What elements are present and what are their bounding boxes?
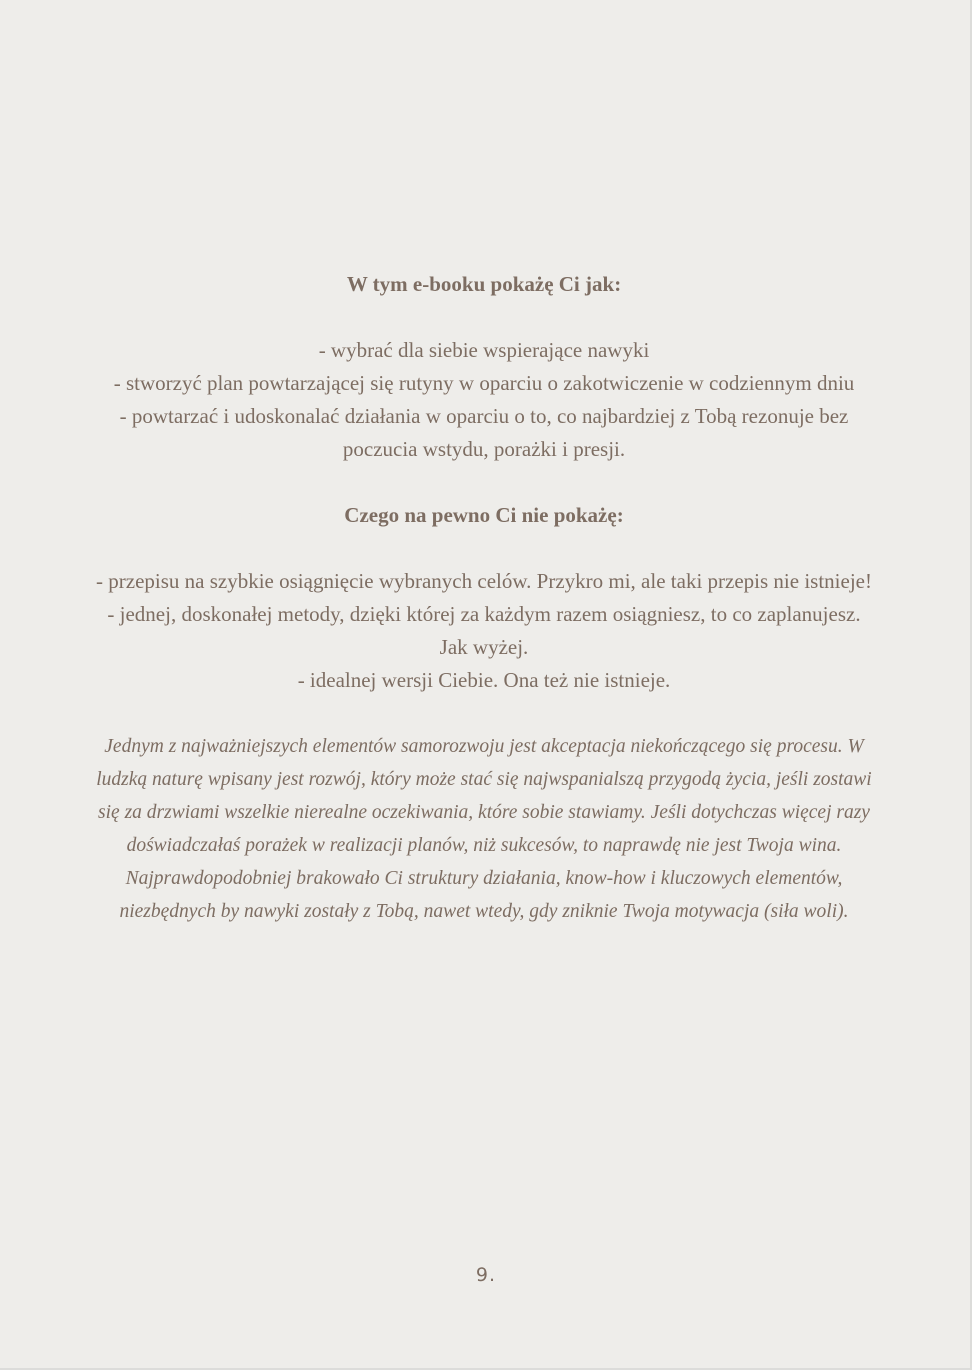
list-item: - jednej, doskonałej metody, dzięki której za każdym razem osiągniesz, to co zaplanujesz. Jak wyżej. [107, 602, 861, 659]
section-heading-what-i-wont-show: Czego na pewno Ci nie pokażę: [344, 503, 624, 527]
section-heading-what-i-show: W tym e-booku pokażę Ci jak: [346, 272, 622, 296]
spacer [96, 532, 872, 565]
spacer [96, 466, 872, 499]
list-item: - powtarzać i udoskonalać działania w oparciu o to, co najbardziej z Tobą rezonuje bez poczucia wstydu, porażki i presji. [119, 404, 849, 461]
spacer [96, 697, 872, 730]
list-item: - idealnej wersji Ciebie. Ona też nie istnieje. [297, 668, 671, 692]
spacer [96, 301, 872, 334]
list-item: - przepisu na szybkie osiągnięcie wybranych celów. Przykro mi, ale taki przepis nie istnieje! [96, 569, 872, 593]
closing-quote-paragraph: Jednym z najważniejszych elementów samorozwoju jest akceptacja niekończącego się procesu. W ludzką naturę wpisany jest rozwój, który może stać się najwspanialszą przygodą życia, jeśli zostawi się za drzwiami wszelkie nierealne oczekiwania, które sobie stawiamy. Jeśli dotychczas więcej razy doświadczałaś porażek w realizacji planów, niż sukcesów, to naprawdę nie jest Twoja wina. Najprawdopodobniej brakowało Ci struktury działania, know-how i kluczowych elementów, niezbędnych by nawyki zostały z Tobą, nawet wtedy, gdy zniknie Twoja motywacja (siła woli). [96, 736, 872, 922]
list-item: - wybrać dla siebie wspierające nawyki [318, 338, 650, 362]
page-number: 9. [475, 1264, 497, 1286]
list-item: - stworzyć plan powtarzającej się rutyny w oparciu o zakotwiczenie w codziennym dniu [113, 371, 855, 395]
page-content [96, 268, 872, 928]
